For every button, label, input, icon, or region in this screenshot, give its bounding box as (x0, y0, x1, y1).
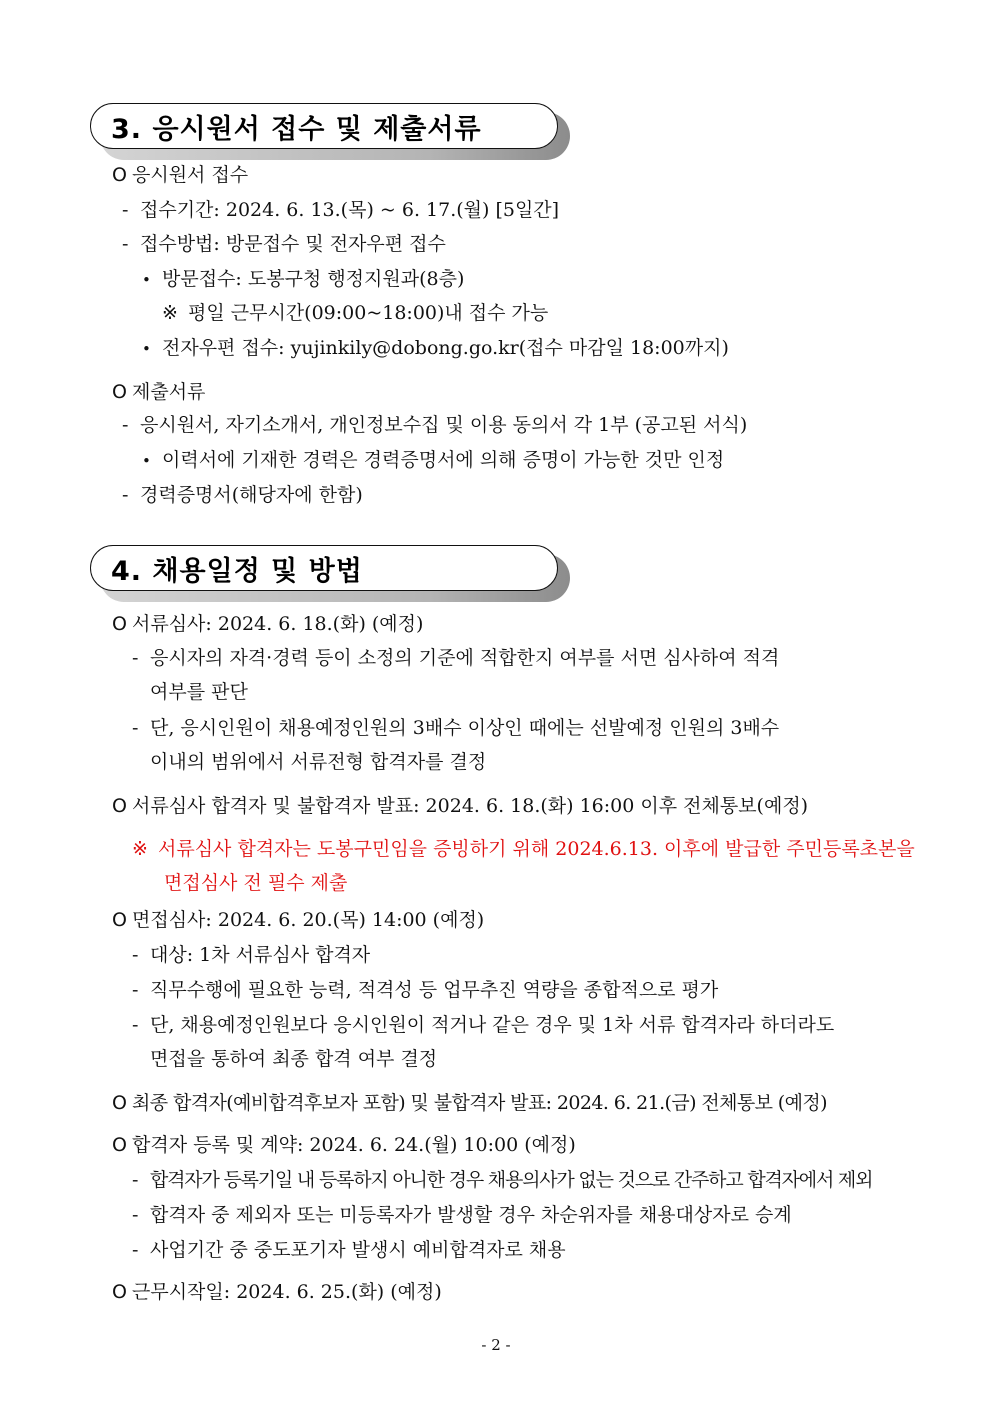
heading-text: 최종 합격자(예비합격후보자 포함) 및 불합격자 발표: 2024. 6. 21.(금) 전체통보 (예정) (132, 1092, 827, 1114)
item-text: 전자우편 접수: yujinkily@dobong.go.kr(접수 마감일 18:00까지) (162, 337, 729, 359)
section-title: 3. 응시원서 접수 및 제출서류 (111, 113, 482, 145)
circle-bullet-icon: O (112, 909, 127, 931)
item-text: 단, 응시인원이 채용예정인원의 3배수 이상인 때에는 선발예정 인원의 3배수 (150, 717, 780, 739)
section-title: 4. 채용일정 및 방법 (111, 555, 363, 587)
heading-text: 응시원서 접수 (132, 164, 249, 186)
header-box (90, 545, 558, 591)
group-heading (112, 794, 808, 818)
dash-icon: - (132, 1204, 139, 1226)
circle-bullet-icon: O (112, 164, 127, 186)
list-item-continuation (150, 680, 248, 704)
item-text: 평일 근무시간(09:00~18:00)내 접수 가능 (188, 302, 549, 324)
list-item (132, 1238, 566, 1262)
heading-text: 합격자 등록 및 계약: 2024. 6. 24.(월) 10:00 (예정) (132, 1134, 576, 1156)
group-heading (112, 1091, 827, 1115)
reference-mark-icon: ※ (162, 302, 178, 324)
group-heading (112, 1133, 576, 1157)
reference-mark-icon: ※ (132, 838, 148, 860)
item-text: 응시원서, 자기소개서, 개인정보수집 및 이용 동의서 각 1부 (공고된 서식) (140, 414, 748, 436)
item-text: 접수기간: 2024. 6. 13.(목) ~ 6. 17.(월) [5일간] (140, 199, 560, 221)
heading-text: 서류심사: 2024. 6. 18.(화) (예정) (132, 613, 424, 635)
important-note (132, 837, 915, 861)
note-item (162, 301, 548, 325)
list-item (132, 716, 779, 740)
list-item (132, 943, 370, 967)
list-item (132, 1168, 872, 1192)
list-item-continuation (150, 1047, 437, 1071)
circle-bullet-icon: O (112, 1281, 127, 1303)
dash-icon: - (122, 199, 129, 221)
important-note-continuation (164, 871, 347, 895)
page-number: - 2 - (481, 1336, 511, 1354)
list-item (132, 646, 779, 670)
list-item (142, 448, 724, 473)
list-item (142, 267, 464, 292)
list-item (122, 483, 363, 507)
bullet-icon: • (142, 340, 151, 358)
item-text: 대상: 1차 서류심사 합격자 (150, 944, 371, 966)
dash-icon: - (132, 944, 139, 966)
item-text: 면접심사 전 필수 제출 (164, 872, 348, 894)
circle-bullet-icon: O (112, 1092, 127, 1114)
circle-bullet-icon: O (112, 795, 127, 817)
header-box (90, 103, 558, 149)
dash-icon: - (132, 717, 139, 739)
heading-text: 면접심사: 2024. 6. 20.(목) 14:00 (예정) (132, 909, 485, 931)
group-heading (112, 163, 248, 187)
item-text: 여부를 판단 (150, 681, 248, 703)
dash-icon: - (132, 1014, 139, 1036)
dash-icon: - (122, 233, 129, 255)
circle-bullet-icon: O (112, 613, 127, 635)
item-text: 이력서에 기재한 경력은 경력증명서에 의해 증명이 가능한 것만 인정 (162, 449, 725, 471)
item-text: 응시자의 자격·경력 등이 소정의 기준에 적합한지 여부를 서면 심사하여 적격 (150, 647, 780, 669)
heading-text: 제출서류 (132, 381, 206, 403)
dash-icon: - (132, 647, 139, 669)
item-text: 사업기간 중 중도포기자 발생시 예비합격자로 채용 (150, 1239, 566, 1261)
item-text: 방문접수: 도봉구청 행정지원과(8층) (162, 268, 465, 290)
group-heading (112, 612, 423, 636)
bullet-icon: • (142, 452, 151, 470)
dash-icon: - (132, 979, 139, 1001)
list-item (142, 336, 729, 361)
bullet-icon: • (142, 271, 151, 289)
group-heading (112, 1280, 442, 1304)
heading-text: 서류심사 합격자 및 불합격자 발표: 2024. 6. 18.(화) 16:00 이후 전체통보(예정) (132, 795, 809, 817)
item-text: 경력증명서(해당자에 한함) (140, 484, 363, 506)
item-text: 직무수행에 필요한 능력, 적격성 등 업무추진 역량을 종합적으로 평가 (150, 979, 719, 1001)
section-4-header (90, 545, 560, 593)
item-text: 서류심사 합격자는 도봉구민임을 증빙하기 위해 2024.6.13. 이후에 발급한 주민등록초본을 (158, 838, 915, 860)
list-item-continuation (150, 750, 486, 774)
dash-icon: - (122, 484, 129, 506)
heading-text: 근무시작일: 2024. 6. 25.(화) (예정) (132, 1281, 442, 1303)
item-text: 합격자 중 제외자 또는 미등록자가 발생할 경우 차순위자를 채용대상자로 승계 (150, 1204, 792, 1226)
item-text: 접수방법: 방문접수 및 전자우편 접수 (140, 233, 446, 255)
item-text: 면접을 통하여 최종 합격 여부 결정 (150, 1048, 438, 1070)
circle-bullet-icon: O (112, 1134, 127, 1156)
list-item (132, 978, 718, 1002)
item-text: 합격자가 등록기일 내 등록하지 아니한 경우 채용의사가 없는 것으로 간주하고 합격자에서 제외 (150, 1169, 873, 1191)
item-text: 단, 채용예정인원보다 응시인원이 적거나 같은 경우 및 1차 서류 합격자라 하더라도 (150, 1014, 835, 1036)
list-item (122, 232, 446, 256)
circle-bullet-icon: O (112, 381, 127, 403)
dash-icon: - (132, 1169, 138, 1191)
group-heading (112, 380, 205, 404)
list-item (122, 413, 747, 437)
section-3-header (90, 103, 560, 151)
list-item (122, 198, 559, 222)
group-heading (112, 908, 484, 932)
dash-icon: - (122, 414, 129, 436)
item-text: 이내의 범위에서 서류전형 합격자를 결정 (150, 751, 487, 773)
list-item (132, 1013, 834, 1037)
list-item (132, 1203, 792, 1227)
dash-icon: - (132, 1239, 139, 1261)
